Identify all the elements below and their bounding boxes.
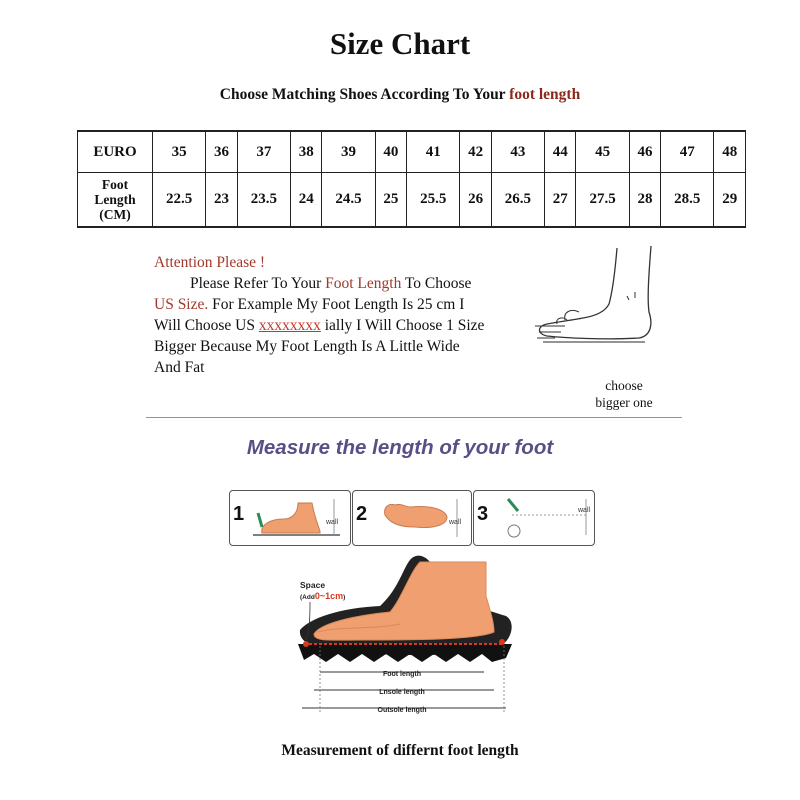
foot-length-cell: 27.5 <box>576 173 629 228</box>
foot-length-cell: 22.5 <box>153 173 206 228</box>
step-3-number: 3 <box>477 503 489 525</box>
shoe-measurement-diagram <box>280 548 540 728</box>
step-1-number: 1 <box>233 503 245 525</box>
attention-line1-c: To Choose <box>401 275 472 292</box>
foot-length-cell: 25.5 <box>407 173 460 228</box>
choose-note-line1: choose <box>605 378 643 393</box>
euro-size-cell: 45 <box>576 131 629 173</box>
attention-line3 <box>154 315 554 336</box>
euro-label: EURO <box>78 131 153 173</box>
attention-line3-c: ially I Will Choose 1 Size <box>320 317 485 334</box>
step-1-wall: wall <box>326 519 339 526</box>
space-add: (Add <box>300 594 315 601</box>
euro-size-cell: 40 <box>375 131 406 173</box>
foot-length-label-line3: (CM) <box>99 207 131 222</box>
foot-length-cell: 26 <box>460 173 491 228</box>
step-3-wall: wall <box>578 507 591 514</box>
attention-line1-b: Foot Length <box>325 275 402 292</box>
shoe-outsole-shape <box>298 644 512 662</box>
step-2-number: 2 <box>356 503 368 525</box>
subtitle-text: Choose Matching Shoes According To Your <box>219 86 510 103</box>
euro-size-cell: 37 <box>237 131 290 173</box>
page-title: Size Chart <box>329 26 471 61</box>
foot-length-cell: 27 <box>545 173 576 228</box>
foot-top-icon <box>371 495 467 541</box>
choose-note-line2: bigger one <box>595 395 653 410</box>
euro-size-cell: 35 <box>153 131 206 173</box>
euro-size-cell: 43 <box>491 131 544 173</box>
foot-length-cell: 28 <box>629 173 660 228</box>
foot-side-icon <box>248 495 346 541</box>
measure-step-2 <box>352 490 472 546</box>
attention-line5: And Fat <box>154 359 205 376</box>
measure-step-1 <box>229 490 351 546</box>
foot-length-row <box>78 173 746 228</box>
section-divider <box>146 417 682 418</box>
foot-length-cell: 24 <box>291 173 322 228</box>
diagram-caption: Measurement of differnt foot length <box>281 742 519 759</box>
foot-sketch-icon <box>535 242 665 357</box>
foot-length-label <box>78 173 153 228</box>
euro-size-cell: 36 <box>206 131 237 173</box>
foot-length-label-line1: Foot <box>101 177 129 192</box>
attention-line2-a: US Size. <box>154 296 209 313</box>
attention-line4: Bigger Because My Foot Length Is A Little Wide <box>154 338 460 355</box>
attention-line2-b: For Example My Foot Length Is 25 cm I <box>208 296 465 313</box>
space-range-label <box>300 591 345 601</box>
foot-length-label: Foot length <box>382 671 422 678</box>
choose-bigger-note <box>574 377 674 411</box>
euro-size-cell: 42 <box>460 131 491 173</box>
attention-line2 <box>154 294 554 315</box>
attention-line3-a: Will Choose US <box>154 317 259 334</box>
measure-title: Measure the length of your foot <box>246 436 554 459</box>
space-range: 0~1cm <box>314 591 344 601</box>
euro-size-cell: 48 <box>714 131 746 173</box>
attention-line1-a: Please Refer To Your <box>190 275 326 292</box>
attention-note <box>154 252 554 378</box>
foot-length-label-line2: Length <box>94 192 136 207</box>
euro-size-cell: 39 <box>322 131 375 173</box>
ruler-measure-icon <box>492 495 590 541</box>
space-close: ) <box>343 594 346 601</box>
space-label: Space <box>300 580 326 590</box>
subtitle-highlight: foot length <box>509 86 581 103</box>
step-2-wall: wall <box>449 519 462 526</box>
foot-length-cell: 23 <box>206 173 237 228</box>
measure-step-3 <box>473 490 595 546</box>
foot-length-cell: 24.5 <box>322 173 375 228</box>
size-table <box>77 130 746 228</box>
attention-line1 <box>154 273 554 294</box>
foot-length-cell: 25 <box>375 173 406 228</box>
foot-length-cell: 23.5 <box>237 173 290 228</box>
euro-size-cell: 41 <box>407 131 460 173</box>
euro-size-cell: 44 <box>545 131 576 173</box>
euro-row <box>78 131 746 173</box>
euro-size-cell: 46 <box>629 131 660 173</box>
euro-size-cell: 47 <box>661 131 714 173</box>
foot-length-cell: 28.5 <box>661 173 714 228</box>
page-subtitle <box>0 86 800 104</box>
foot-length-cell: 26.5 <box>491 173 544 228</box>
attention-line3-b: xxxxxxxx <box>258 317 321 334</box>
euro-size-cell: 38 <box>291 131 322 173</box>
insole-length-label: Lnsole length <box>379 689 425 696</box>
outsole-length-label: Outsole length <box>377 707 427 714</box>
foot-length-cell: 29 <box>714 173 746 228</box>
attention-heading: Attention Please ! <box>154 254 266 271</box>
